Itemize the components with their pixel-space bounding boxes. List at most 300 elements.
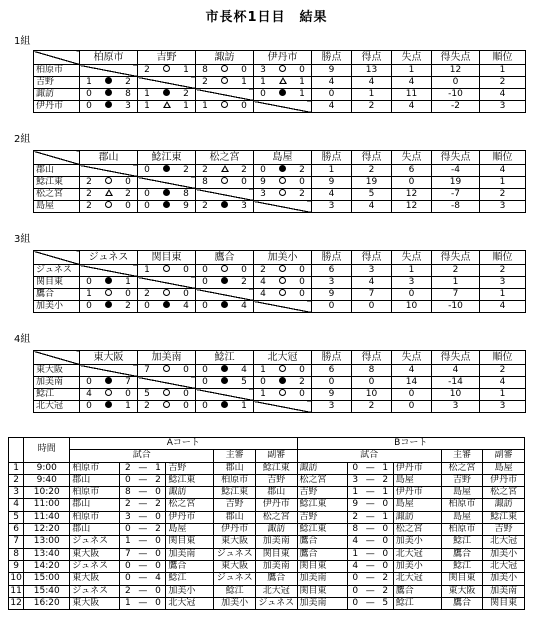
header-stat: 失点: [392, 151, 432, 165]
self-match-cell: [254, 201, 312, 213]
header-corner: [34, 151, 80, 165]
win-mark-icon: [103, 177, 115, 188]
team-name: 鷹合: [34, 289, 80, 301]
schedule-header-row: [9, 438, 525, 450]
standings-header-row: [34, 351, 526, 365]
header-assistant-referee: 副審: [483, 450, 525, 462]
self-match-cell: [254, 401, 312, 413]
score-dash: —: [363, 462, 378, 474]
stat-value: 4: [392, 101, 432, 113]
win-mark-icon: [219, 65, 231, 76]
match-result-cell: [254, 377, 312, 389]
score-against: 5: [241, 377, 247, 387]
score-dash: —: [363, 524, 378, 536]
court-a-away-team: 加美南: [166, 548, 214, 560]
self-match-cell: [138, 177, 196, 189]
match-result-cell: [80, 189, 138, 201]
header-stat: 順位: [480, 151, 526, 165]
match-number: 3: [9, 487, 24, 499]
score-for: 2: [202, 77, 208, 87]
stat-value: 1: [480, 389, 526, 401]
court-b-home-team: 鷹合: [297, 536, 347, 548]
score-for: 4: [260, 277, 266, 287]
team-name: 鯰江: [34, 389, 80, 401]
match-number: 2: [9, 474, 24, 486]
match-number: 12: [10, 597, 22, 608]
score-against: 0: [183, 289, 189, 299]
score-against: 0: [299, 265, 305, 275]
score-against: 1: [241, 401, 247, 411]
header-team: 島屋: [254, 151, 312, 165]
court-b-home-team: 鯰江東: [297, 524, 347, 536]
win-mark-icon: [277, 65, 289, 76]
court-a-assistant-referee: 伊丹市: [255, 499, 297, 511]
stat-value: 0: [392, 401, 432, 413]
loss-mark-icon: [277, 165, 289, 176]
court-a-away-score: 0: [151, 585, 166, 597]
match-result-cell: [196, 365, 254, 377]
court-b-home-team: 鷹合: [297, 548, 347, 560]
stat-value: 5: [352, 189, 392, 201]
court-b-assistant-referee: 加美小: [483, 548, 525, 560]
match-number: 10: [10, 573, 22, 584]
match-result-cell: [254, 165, 312, 177]
group-label: 3組: [14, 234, 31, 245]
court-a-referee: ジュネス: [214, 573, 256, 585]
stat-value: 9: [312, 289, 352, 301]
match-result-cell: [254, 189, 312, 201]
header-assistant-referee: 副審: [255, 450, 297, 462]
score-dash: —: [135, 597, 150, 609]
court-a-away-team: 島屋: [166, 524, 214, 536]
team-name: 北大冠: [34, 401, 80, 413]
court-b-home-team: 吉野: [297, 487, 347, 499]
stat-value: 3: [312, 201, 352, 213]
header-team: 関目東: [138, 251, 196, 265]
court-b-assistant-referee: 吉野: [483, 524, 525, 536]
court-b-away-score: 0: [378, 524, 393, 536]
court-b-assistant-referee: 加美南: [483, 585, 525, 597]
court-b-away-team: 北大冠: [393, 573, 441, 585]
score-dash: —: [135, 474, 150, 486]
court-a-away-score: 0: [151, 536, 166, 548]
win-mark-icon: [161, 265, 173, 276]
court-a-home-team: 東大阪: [70, 548, 120, 560]
score-for: 0: [86, 401, 92, 411]
score-against: 0: [125, 289, 131, 299]
score-against: 1: [299, 77, 305, 87]
score-for: 2: [202, 201, 208, 211]
score-for: 2: [202, 165, 208, 175]
loss-mark-icon: [161, 201, 173, 212]
loss-mark-icon: [219, 201, 231, 212]
standings-row: [34, 101, 526, 113]
loss-mark-icon: [161, 301, 173, 312]
standings-row: [34, 201, 526, 213]
team-name: 鯰江東: [34, 177, 80, 189]
court-b-away-score: 1: [378, 462, 393, 474]
match-result-cell: [254, 77, 312, 89]
stat-value: 6: [392, 165, 432, 177]
court-a-away-team: 吉野: [166, 462, 214, 474]
score-against: 2: [299, 165, 305, 175]
loss-mark-icon: [161, 89, 173, 100]
score-for: 1: [260, 389, 266, 399]
court-a-home-score: 0: [120, 524, 135, 536]
stat-value: 2: [432, 265, 480, 277]
loss-mark-icon: [103, 89, 115, 100]
score-for: 1: [144, 89, 150, 99]
court-a-away-team: 諏訪: [166, 487, 214, 499]
court-a-home-score: 0: [120, 474, 135, 486]
score-for: 0: [260, 165, 266, 175]
header-stat: 失点: [392, 251, 432, 265]
standings-row: [34, 265, 526, 277]
win-mark-icon: [277, 389, 289, 400]
group-label: 4組: [14, 334, 31, 345]
team-name: 伊丹市: [34, 101, 80, 113]
stat-value: 3: [312, 277, 352, 289]
match-result-cell: [196, 165, 254, 177]
stat-value: 4: [352, 77, 392, 89]
score-against: 0: [183, 389, 189, 399]
stat-value: 1: [480, 65, 526, 77]
court-a-away-score: 4: [151, 573, 166, 585]
header-team: 柏原市: [80, 51, 138, 65]
match-time: 9:00: [24, 462, 70, 474]
self-match-cell: [138, 77, 196, 89]
match-result-cell: [80, 377, 138, 389]
score-against: 2: [299, 377, 305, 387]
match-time: 11:00: [24, 499, 70, 511]
court-b-referee: 吉野: [441, 474, 483, 486]
court-b-home-score: 3: [347, 474, 362, 486]
score-for: 0: [86, 377, 92, 387]
stat-value: 2: [480, 77, 526, 89]
match-result-cell: [80, 277, 138, 289]
score-dash: —: [363, 499, 378, 511]
stat-value: 1: [392, 65, 432, 77]
match-result-cell: [254, 89, 312, 101]
win-mark-icon: [103, 389, 115, 400]
match-result-cell: [80, 101, 138, 113]
court-a-referee: ジュネス: [214, 548, 256, 560]
court-a-away-score: 0: [151, 548, 166, 560]
court-a-assistant-referee: 鷹合: [255, 573, 297, 585]
stat-value: 4: [480, 301, 526, 313]
schedule-row: [9, 511, 525, 523]
stat-value: 11: [392, 89, 432, 101]
match-result-cell: [196, 77, 254, 89]
score-for: 5: [144, 389, 150, 399]
court-b-home-score: 0: [347, 462, 362, 474]
score-for: 7: [144, 365, 150, 375]
loss-mark-icon: [103, 77, 115, 88]
stat-value: 3: [480, 101, 526, 113]
score-for: 0: [144, 189, 150, 199]
stat-value: 4: [352, 201, 392, 213]
court-b-away-team: 加美小: [393, 560, 441, 572]
score-against: 3: [125, 101, 131, 111]
header-stat: 勝点: [312, 151, 352, 165]
score-dash: —: [135, 511, 150, 523]
win-mark-icon: [277, 277, 289, 288]
score-dash: —: [135, 573, 150, 585]
standings-row: [34, 301, 526, 313]
score-dash: —: [135, 548, 150, 560]
court-b-away-score: 0: [378, 560, 393, 572]
court-b-referee: 鷹合: [441, 597, 483, 609]
stat-value: 2: [480, 265, 526, 277]
loss-mark-icon: [103, 301, 115, 312]
score-against: 0: [299, 365, 305, 375]
match-result-cell: [254, 65, 312, 77]
score-dash: —: [135, 560, 150, 572]
score-for: 0: [202, 365, 208, 375]
loss-mark-icon: [161, 165, 173, 176]
stat-value: 3: [312, 401, 352, 413]
court-b-home-team: 松之宮: [297, 474, 347, 486]
score-dash: —: [363, 560, 378, 572]
header-court-b: Bコート: [297, 438, 524, 450]
self-match-cell: [138, 377, 196, 389]
win-mark-icon: [277, 365, 289, 376]
stat-value: -10: [432, 89, 480, 101]
header-stat: 順位: [480, 51, 526, 65]
court-a-home-score: 1: [120, 536, 135, 548]
header-stat: 順位: [480, 251, 526, 265]
court-a-assistant-referee: 鯰江東: [255, 462, 297, 474]
loss-mark-icon: [219, 401, 231, 412]
court-a-away-score: 0: [151, 560, 166, 572]
stat-value: 4: [312, 189, 352, 201]
header-team: 郡山: [80, 151, 138, 165]
court-a-home-team: 柏原市: [70, 487, 120, 499]
header-corner: [34, 51, 80, 65]
header-team: 諏訪: [196, 51, 254, 65]
score-against: 4: [241, 301, 247, 311]
court-b-away-score: 1: [378, 511, 393, 523]
stat-value: 19: [352, 177, 392, 189]
court-b-referee: 鷹合: [441, 548, 483, 560]
stat-value: 12: [392, 189, 432, 201]
header-referee: 主審: [441, 450, 483, 462]
score-for: 0: [202, 277, 208, 287]
stat-value: 12: [392, 201, 432, 213]
header-team: 吉野: [138, 51, 196, 65]
score-against: 0: [125, 177, 131, 187]
match-number: 4: [9, 499, 24, 511]
score-against: 0: [125, 389, 131, 399]
stat-value: 4: [392, 77, 432, 89]
court-a-home-team: 柏原市: [70, 462, 120, 474]
schedule-row: [9, 548, 525, 560]
match-number: 1: [9, 462, 24, 474]
header-stat: 得点: [352, 351, 392, 365]
score-for: 4: [260, 289, 266, 299]
score-against: 0: [183, 265, 189, 275]
self-match-cell: [80, 165, 138, 177]
standings-row: [34, 177, 526, 189]
court-a-home-team: ジュネス: [70, 536, 120, 548]
header-team: ジュネス: [80, 251, 138, 265]
court-b-home-score: 2: [347, 511, 362, 523]
court-b-referee: 関目東: [441, 573, 483, 585]
group-standings-table: [33, 50, 526, 113]
court-a-home-score: 2: [120, 499, 135, 511]
stat-value: 9: [312, 65, 352, 77]
header-team: 鯰江: [196, 351, 254, 365]
standings-row: [34, 289, 526, 301]
court-b-away-team: 諏訪: [393, 511, 441, 523]
match-result-cell: [80, 389, 138, 401]
score-for: 1: [86, 77, 92, 87]
team-name: 郡山: [34, 165, 80, 177]
court-b-away-team: 島屋: [393, 499, 441, 511]
score-against: 0: [125, 201, 131, 211]
court-b-home-team: 鯰江東: [297, 499, 347, 511]
loss-mark-icon: [277, 89, 289, 100]
match-result-cell: [254, 265, 312, 277]
court-b-home-score: 0: [347, 573, 362, 585]
draw-mark-icon: [277, 77, 289, 88]
court-b-home-score: 1: [347, 487, 362, 499]
win-mark-icon: [161, 389, 173, 400]
court-a-assistant-referee: 加美南: [255, 536, 297, 548]
stat-value: 1: [352, 89, 392, 101]
header-stat: 失点: [392, 351, 432, 365]
schedule-row: [9, 487, 525, 499]
score-for: 1: [260, 77, 266, 87]
stat-value: -14: [432, 377, 480, 389]
stat-value: 4: [352, 277, 392, 289]
court-b-away-team: 鷹合: [393, 585, 441, 597]
self-match-cell: [80, 265, 138, 277]
schedule-row: [9, 597, 525, 609]
court-a-assistant-referee: 加美南: [255, 560, 297, 572]
team-name: 柏原市: [34, 65, 80, 77]
court-a-away-team: 伊丹市: [166, 511, 214, 523]
score-against: 0: [299, 289, 305, 299]
stat-value: 4: [432, 365, 480, 377]
match-result-cell: [80, 77, 138, 89]
court-a-home-team: 東大阪: [70, 597, 120, 609]
match-result-cell: [138, 401, 196, 413]
win-mark-icon: [103, 289, 115, 300]
match-number: 6: [9, 524, 24, 536]
stat-value: 4: [480, 377, 526, 389]
score-against: 7: [125, 377, 131, 387]
score-for: 0: [202, 401, 208, 411]
self-match-cell: [196, 389, 254, 401]
team-name: 諏訪: [34, 89, 80, 101]
score-against: 0: [241, 65, 247, 75]
court-a-away-team: 北大冠: [166, 597, 214, 609]
score-for: 0: [202, 265, 208, 275]
header-team: 加美南: [138, 351, 196, 365]
score-for: 0: [86, 101, 92, 111]
stat-value: 12: [432, 65, 480, 77]
court-b-away-score: 0: [378, 536, 393, 548]
score-for: 8: [202, 65, 208, 75]
match-result-cell: [196, 201, 254, 213]
score-against: 0: [299, 277, 305, 287]
win-mark-icon: [277, 289, 289, 300]
match-result-cell: [254, 289, 312, 301]
team-name: 関目東: [34, 277, 80, 289]
match-time: 9:40: [24, 474, 70, 486]
stat-value: 3: [392, 277, 432, 289]
court-b-referee: 柏原市: [441, 524, 483, 536]
score-against: 1: [183, 101, 189, 111]
match-result-cell: [138, 389, 196, 401]
score-dash: —: [135, 499, 150, 511]
win-mark-icon: [219, 265, 231, 276]
score-dash: —: [363, 511, 378, 523]
court-a-away-score: 0: [151, 597, 166, 609]
stat-value: 7: [432, 289, 480, 301]
court-a-home-team: 郡山: [70, 499, 120, 511]
match-result-cell: [138, 65, 196, 77]
match-result-cell: [138, 165, 196, 177]
stat-value: 4: [480, 165, 526, 177]
standings-row: [34, 77, 526, 89]
court-b-home-score: 1: [347, 548, 362, 560]
header-team: 松之宮: [196, 151, 254, 165]
court-b-referee: 島屋: [441, 511, 483, 523]
court-a-away-score: 1: [151, 462, 166, 474]
team-name: 松之宮: [34, 189, 80, 201]
match-time: 15:40: [24, 585, 70, 597]
match-time: 13:00: [24, 536, 70, 548]
header-referee: 主審: [214, 450, 256, 462]
court-a-away-team: 鯰江: [166, 573, 214, 585]
court-a-home-score: 3: [120, 511, 135, 523]
score-for: 2: [144, 65, 150, 75]
match-time: 16:20: [24, 597, 70, 609]
match-result-cell: [196, 101, 254, 113]
score-against: 2: [125, 189, 131, 199]
court-b-away-team: 松之宮: [393, 524, 441, 536]
stat-value: 1: [432, 277, 480, 289]
match-result-cell: [138, 365, 196, 377]
court-b-referee: 東大阪: [441, 585, 483, 597]
score-against: 1: [125, 401, 131, 411]
match-time: 11:40: [24, 511, 70, 523]
court-b-home-score: 8: [347, 524, 362, 536]
court-a-assistant-referee: 諏訪: [255, 524, 297, 536]
stat-value: 3: [432, 401, 480, 413]
schedule-row: [9, 573, 525, 585]
win-mark-icon: [161, 401, 173, 412]
court-b-home-score: 0: [347, 597, 362, 609]
schedule-row: [9, 585, 525, 597]
header-stat: 得失点: [432, 151, 480, 165]
standings-row: [34, 189, 526, 201]
court-a-home-score: 7: [120, 548, 135, 560]
stat-value: 0: [312, 89, 352, 101]
header-stat: 得失点: [432, 51, 480, 65]
stat-value: 0: [312, 377, 352, 389]
score-against: 2: [241, 277, 247, 287]
score-for: 0: [86, 301, 92, 311]
score-against: 0: [241, 177, 247, 187]
win-mark-icon: [103, 201, 115, 212]
score-for: 0: [260, 89, 266, 99]
match-number: 8: [9, 548, 24, 560]
match-result-cell: [196, 401, 254, 413]
score-against: 0: [241, 101, 247, 111]
